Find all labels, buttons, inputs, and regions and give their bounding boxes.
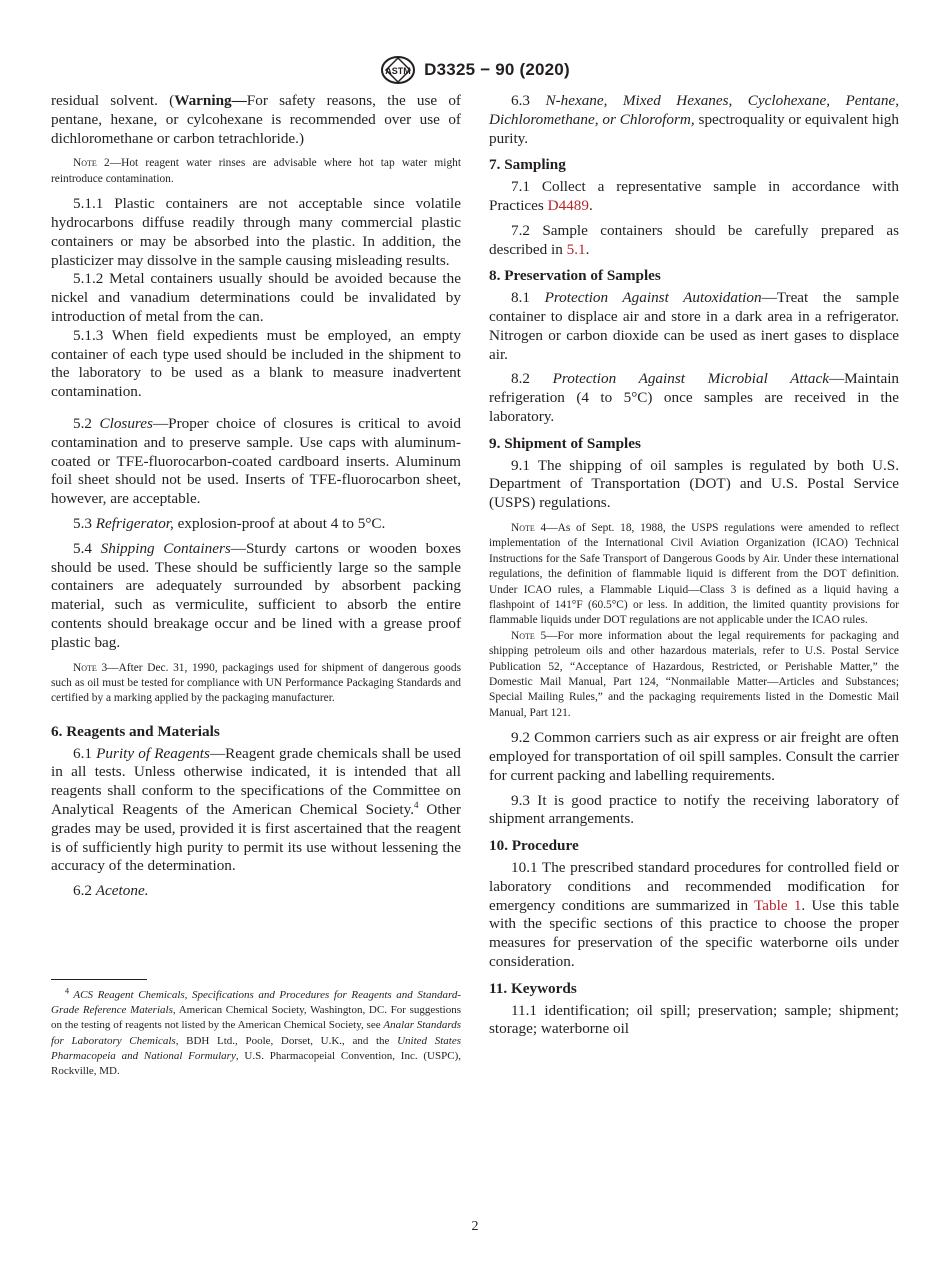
footnote-ref-4[interactable]: 4: [414, 799, 419, 810]
paragraph-9-3: 9.3 It is good practice to notify the receiving laboratory of shipment arrangements.: [489, 791, 899, 828]
paragraph-10-1: 10.1 The prescribed standard procedures for controlled field or laboratory conditions and recommended modification for emergency conditions are summarized in Table 1. Use this table with the specific sections of this practice to choose the proper measures for preservation of the specific waterborne oils under consideration.: [489, 859, 899, 970]
paragraph-5-1-cont: residual solvent. (Warning—For safety reasons, the use of pentane, hexane, or cylcohexane is recommended over use of dichloromethane or carbon tetrachloride.): [51, 92, 461, 147]
paragraph-5-1-2: 5.1.2 Metal containers usually should be avoided because the nickel and vanadium determinations could be invalidated by introduction of metal from the can.: [51, 270, 461, 325]
paragraph-6-1: 6.1 Purity of Reagents—Reagent grade chemicals shall be used in all tests. Unless otherwise indicated, it is intended that all reagents shall conform to the specifications of the Committee on Analytical Reagents of the American Chemical Society.$^4$ Other grades may be used, provided it is first ascertained that the reagent is of sufficiently high purity to permit its use without lessening the accuracy of the determination.: [51, 744, 462, 875]
svg-text:ASTM: ASTM: [385, 66, 411, 76]
astm-logo-icon: [380, 55, 416, 85]
paragraph-5-4: 5.4 Shipping Containers—Sturdy cartons or wooden boxes should be used. These should be sufficiently large so the sample containers are adequately surrounded by absorbent packing material, such as vermiculite, sufficient to absorb the entire contents should breakage occur and be lined with a grease proof plastic bag.: [51, 539, 462, 651]
paragraph-6-2: 6.2 Acetone.: [73, 882, 149, 900]
note-5: Note 5—For more information about the legal requirements for packaging and shipping petroleum oils and other hazardous materials, refer to U.S. Postal Service Publication 52, “Acceptance of Hazardous, Restricted, or Perishable Matter,” the Domestic Mail Manual, Part 124, “Nonmailable Matter—Articles and Substances; Special Mailing Rules,” and the packaging requirements listed in the Domestic Mail Manual, Part 121.: [489, 629, 899, 719]
paragraph-7-1: 7.1 Collect a representative sample in accordance with Practices D4489.: [489, 178, 899, 214]
paragraph-9-1: 9.1 The shipping of oil samples is regulated by both U.S. Department of Transportation (DOT) and U.S. Postal Service (USPS) regulations.: [489, 456, 899, 512]
paragraph-11-1: 11.1 identification; oil spill; preservation; sample; shipment; storage; waterborne oil: [489, 1001, 899, 1038]
document-id: D3325 − 90 (2020): [424, 60, 570, 79]
section-10-heading: 10. Procedure: [489, 837, 579, 855]
section-7-heading: 7. Sampling: [489, 156, 566, 174]
paragraph-6-3: 6.3 N-hexane, Mixed Hexanes, Cyclohexane, Pentane, Dichloromethane, or Chloroform, spectroquality or equivalent high purity.: [489, 92, 900, 147]
paragraph-8-1: 8.1 Protection Against Autoxidation—Treat the sample container to displace air and store in a dark area in a refrigerator. Nitrogen or carbon dioxide can be used as inert gases to displace air.: [489, 289, 899, 363]
note-2: Note 2—Hot reagent water rinses are advisable where hot tap water might reintroduce contamination.: [51, 157, 461, 185]
left-column: [51, 92, 461, 901]
section-6-heading: 6. Reagents and Materials: [51, 722, 220, 740]
paragraph-8-2: 8.2 Protection Against Microbial Attack—Maintain refrigeration (4 to 5°C) once samples are received in the laboratory.: [489, 370, 900, 425]
paragraph-5-3: 5.3 Refrigerator, explosion-proof at about 4 to 5°C.: [73, 514, 386, 532]
note-3: Note 3—After Dec. 31, 1990, packagings used for shipment of dangerous goods such as oil must be tested for compliance with UN Performance Packaging Standards and certified by a marking applied by the packaging manufacturer.: [51, 661, 462, 705]
link-5-1[interactable]: 5.1: [566, 240, 586, 258]
link-table-1[interactable]: Table 1: [754, 896, 802, 914]
paragraph-7-2: 7.2 Sample containers should be carefully prepared as described in 5.1.: [489, 221, 899, 258]
section-9-heading: 9. Shipment of Samples: [489, 434, 641, 452]
page-header: [0, 52, 950, 88]
footnote-divider: [51, 979, 147, 980]
footnote-4: $^4$ ACS Reagent Chemicals, Specifications and Procedures for Reagents and Standard-Grade Reference Materials, American Chemical Society, Washington, DC. For suggestions on the testing of reagents not listed by the American Chemical Society, see Analar Standards for Laboratory Chemicals, BDH Ltd., Poole, Dorset, U.K., and the United States Pharmacopeia and National Formulary, U.S. Pharmacopeial Convention, Inc. (USPC), Rockville, MD.: [51, 986, 461, 1078]
page-number: 2: [471, 1219, 479, 1234]
note-4: Note 4—As of Sept. 18, 1988, the USPS regulations were amended to reflect implementation of the International Civil Aviation Organization (ICAO) Technical Instructions for the Safe Transport of Dangerous Goods by Air. Under these international regulations, the definition of flammable liquid is different from the DOT definition. Under ICAO rules, a Flammable Liquid—Class 3 is defined as a liquid having a flashpoint of 141°F (60.5°C) or less. In addition, the limited quantity provisions for flammable liquids under DOT regulations are not applicable under the ICAO rules.: [489, 521, 899, 627]
paragraph-9-2: 9.2 Common carriers such as air express or air freight are often employed for transportation of oil spill samples. Consult the carrier for current packing and labelling requirements.: [489, 729, 899, 784]
link-d4489[interactable]: D4489: [547, 196, 589, 214]
right-column: [489, 92, 899, 1039]
section-8-heading: 8. Preservation of Samples: [489, 267, 661, 285]
paragraph-5-1-1: 5.1.1 Plastic containers are not acceptable since volatile hydrocarbons diffuse readily through many commercial plastic containers or may be absorbed into the plastic. In addition, the plasticizer may dissolve in the sample causing misleading results.: [51, 195, 461, 269]
section-11-heading: 11. Keywords: [489, 979, 577, 997]
paragraph-5-1-3: 5.1.3 When field expedients must be employed, an empty container of each type used should be included in the shipment to the laboratory to be used as a blank to measure inadvertent contamination.: [51, 326, 461, 401]
paragraph-5-2: 5.2 Closures—Proper choice of closures is critical to avoid contamination and to preserve sample. Use caps with aluminum-coated or TFE-fluorocarbon-coated cardboard inserts. Aluminum foil sheet should not be used. Inserts of TFE-fluorocarbon sheet, however, are acceptable.: [51, 414, 461, 508]
